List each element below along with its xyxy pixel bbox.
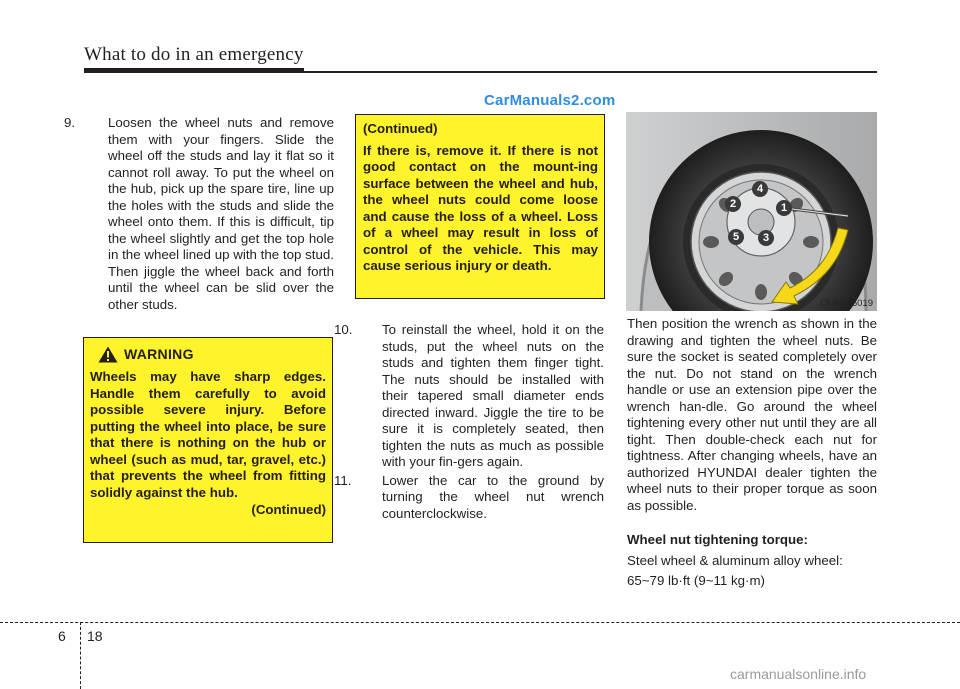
warning-triangle-icon xyxy=(98,346,118,363)
nut-label-3: 3 xyxy=(758,230,774,246)
torque-heading: Wheel nut tightening torque: xyxy=(627,532,808,547)
nut-label-1: 1 xyxy=(776,200,792,216)
continued-heading: (Continued) xyxy=(363,121,438,136)
step-10-text: To reinstall the wheel, hold it on the studs, put the wheel nuts on the studs and tighten them finger tight. The nuts should be installed with their tapered small diameter ends directed inward. Jiggle the tire to be sure it is completely seated, then tighten the nuts as much as possible with your fin-gers again. xyxy=(382,322,604,469)
wheel-illustration xyxy=(626,112,877,311)
torque-line-2: 65~79 lb·ft (9~11 kg·m) xyxy=(627,573,765,588)
step-9-text: Loosen the wheel nuts and remove them with your fingers. Slide the wheel off the studs and lay it flat so it cannot roll away. To put the wheel on the hub, pick up the spare tire, line up the holes with the studs and slide the wheel onto them. If this is difficult, tip the wheel slightly and get the top hole in the wheel lined up with the top stud. Then jiggle the wheel back and forth until the wheel can be slid over the other studs. xyxy=(108,115,334,312)
step-10-number: 10. xyxy=(334,322,353,337)
warning-box xyxy=(83,337,333,543)
footer-divider xyxy=(80,622,81,689)
nut-label-5: 5 xyxy=(728,229,744,245)
steps-10-11 xyxy=(334,322,604,522)
step-10 xyxy=(334,322,604,471)
warning-heading-row xyxy=(98,346,326,363)
warning-heading: WARNING xyxy=(124,346,194,363)
page-header-title: What to do in an emergency xyxy=(84,44,304,65)
warning-continued-box xyxy=(355,114,605,299)
watermark-bottom[interactable]: carmanualsonline.info xyxy=(730,666,867,682)
header-rule xyxy=(84,71,877,73)
step-11 xyxy=(334,472,604,523)
wrench-instructions: Then position the wrench as shown in the drawing and tighten the wheel nuts. Be sure the socket is seated completely over the nut. Do not stand on the wrench handle or use an extension pipe over the wrench han-dle. Go around the wheel tightening every other nut until they are all tight. Then double-check each nut for tightness. After changing wheels, have an authorized HYUNDAI dealer tighten the wheel nuts to their proper torque as soon as possible. xyxy=(627,316,877,513)
wheel-tightening-figure xyxy=(626,112,877,311)
figure-code: OUN046019 xyxy=(820,298,873,309)
torque-line-1: Steel wheel & aluminum alloy wheel: xyxy=(627,552,843,568)
page-number: 18 xyxy=(87,628,103,644)
right-column xyxy=(627,316,877,590)
warning-continued: (Continued) xyxy=(251,502,326,517)
nut-label-4: 4 xyxy=(752,181,768,197)
step-9-number: 9. xyxy=(64,115,76,130)
nut-label-2: 2 xyxy=(725,196,741,212)
step-11-number: 11. xyxy=(334,472,352,488)
page-chapter: 6 xyxy=(58,628,66,644)
step-9 xyxy=(64,115,334,313)
continued-body: If there is, remove it. If there is not good contact on the mount-ing surface between the wheel and hub, the wheel nuts could come loose and cause the loss of a wheel. Loss of a wheel may result in loss of control of the vehicle. This may cause serious injury or death. xyxy=(363,142,598,273)
footer-rule xyxy=(0,622,960,623)
warning-body: Wheels may have sharp edges. Handle them carefully to avoid possible severe injury. Before putting the wheel into place, be sure that there is nothing on the hub or wheel (such as mud, tar, gravel, etc.) that prevents the wheel from fitting solidly against the hub. xyxy=(90,369,326,500)
watermark-top[interactable]: CarManuals2.com xyxy=(484,92,616,109)
step-11-text: Lower the car to the ground by turning the wheel nut wrench counterclockwise. xyxy=(382,472,604,521)
